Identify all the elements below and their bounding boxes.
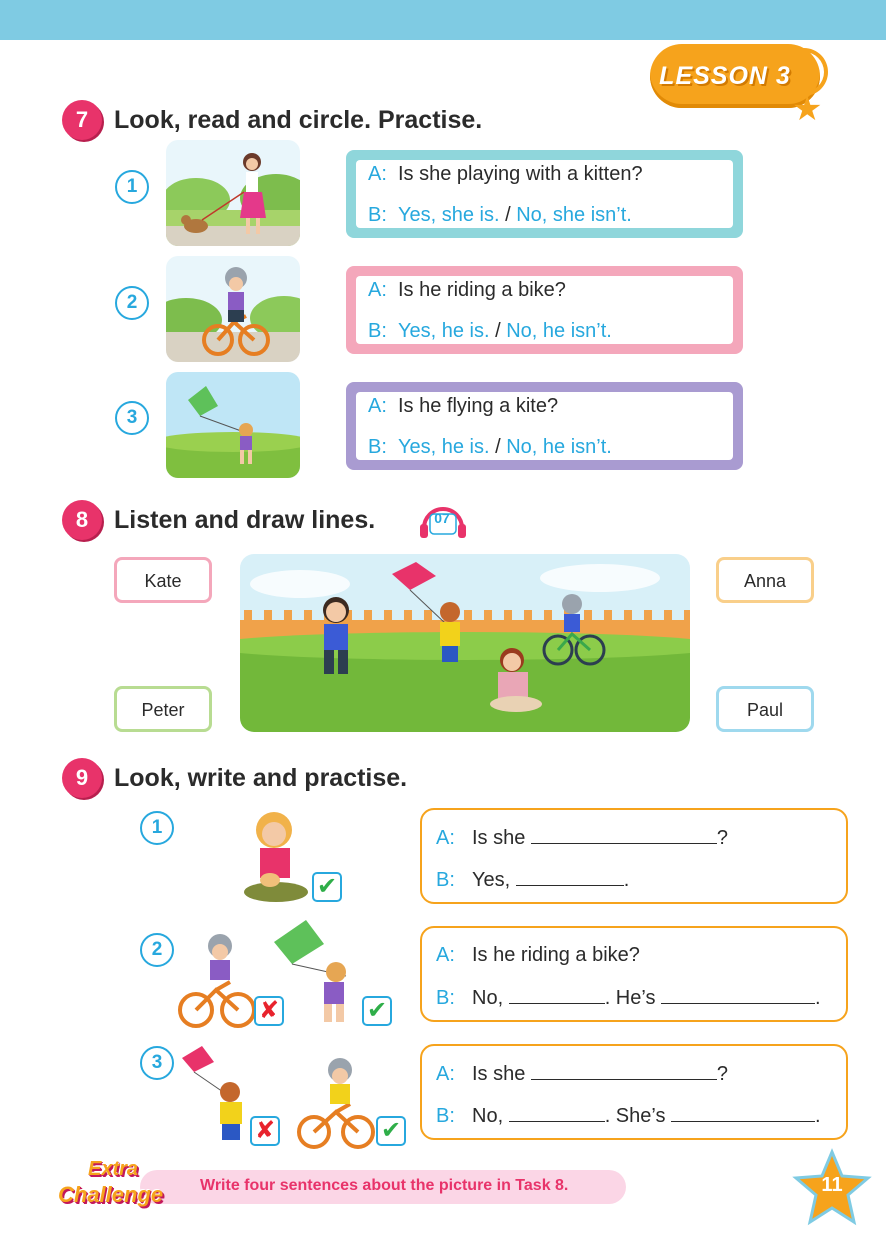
answer-end: . <box>623 869 630 891</box>
task-9-number: 9 <box>62 758 102 798</box>
park-scene-picture <box>240 554 690 732</box>
extra-logo-line2: Challenge <box>58 1182 164 1207</box>
answer-line <box>436 868 629 892</box>
item-number: 2 <box>115 286 149 320</box>
write-box <box>420 926 848 1022</box>
girl-with-kite-picture <box>178 1044 254 1148</box>
question-text: Is she <box>472 827 526 849</box>
task-7-number: 7 <box>62 100 102 140</box>
speaker-a-label: A: <box>368 395 387 417</box>
answer-yes-option[interactable]: Yes, he is. <box>398 320 490 342</box>
answer-blank[interactable] <box>661 986 815 1004</box>
answer-end: . <box>815 987 821 1009</box>
extra-challenge-logo <box>58 1158 190 1216</box>
item-number: 1 <box>140 811 174 845</box>
question-text: Is he riding a bike? <box>472 944 640 966</box>
speaker-b-label: B: <box>368 436 387 458</box>
girl-walking-dog-picture <box>166 140 300 246</box>
lesson-label: LESSON 3 <box>659 62 791 90</box>
answer-blank[interactable] <box>516 868 624 886</box>
speaker-b-label: B: <box>368 204 387 226</box>
speaker-a-label: A: <box>368 279 387 301</box>
answer-blank[interactable] <box>531 826 717 844</box>
question-line <box>368 395 558 418</box>
extra-challenge-text: Write four sentences about the picture in Task 8. <box>200 1177 569 1194</box>
answer-text: No, <box>472 987 504 1009</box>
answer-no-option[interactable]: No, he isn’t. <box>506 320 612 342</box>
name-box-paul[interactable]: Paul <box>716 686 814 732</box>
dialogue-box <box>346 382 743 470</box>
question-end: ? <box>716 827 729 849</box>
task-7-title: Look, read and circle. Practise. <box>114 106 483 134</box>
speaker-a-label: A: <box>436 1063 455 1085</box>
boy-riding-bike-picture <box>166 256 300 362</box>
top-band <box>0 0 886 40</box>
name-box-kate[interactable]: Kate <box>114 557 212 603</box>
slash: / <box>495 436 501 458</box>
answer-line <box>436 1104 821 1128</box>
question-line <box>436 1062 728 1086</box>
item-number: 3 <box>140 1046 174 1080</box>
answer-line <box>368 204 632 227</box>
answer-end: . <box>815 1105 821 1127</box>
slash: / <box>505 204 511 226</box>
item-number: 1 <box>115 170 149 204</box>
question-text: Is he riding a bike? <box>398 279 566 301</box>
check-mark-icon: ✔ <box>376 1116 406 1146</box>
question-end: ? <box>716 1063 729 1085</box>
question-text: Is he flying a kite? <box>398 395 559 417</box>
task-8-title: Listen and draw lines. <box>114 506 376 534</box>
speaker-a-label: A: <box>368 163 387 185</box>
question-text: Is she <box>472 1063 526 1085</box>
answer-text: Yes, <box>472 869 511 891</box>
cross-mark-icon: ✘ <box>250 1116 280 1146</box>
answer-no-option[interactable]: No, he isn’t. <box>506 436 612 458</box>
name-box-peter[interactable]: Peter <box>114 686 212 732</box>
task-8-number: 8 <box>62 500 102 540</box>
write-box <box>420 1044 848 1140</box>
page-number: 11 <box>821 1174 843 1196</box>
speaker-a-label: A: <box>436 944 455 966</box>
girl-with-kitten-picture <box>240 808 310 904</box>
boy-with-kite-picture <box>266 914 362 1030</box>
check-mark-icon: ✔ <box>312 872 342 902</box>
answer-mid: . He’s <box>604 987 656 1009</box>
speaker-b-label: B: <box>436 869 455 891</box>
answer-line <box>368 320 612 343</box>
question-line <box>436 826 728 850</box>
speaker-b-label: B: <box>436 987 455 1009</box>
speaker-b-label: B: <box>436 1105 455 1127</box>
dialogue-box <box>346 266 743 354</box>
answer-blank[interactable] <box>671 1104 815 1122</box>
task-9-title: Look, write and practise. <box>114 764 408 792</box>
girl-on-bike-picture <box>296 1056 380 1150</box>
answer-yes-option[interactable]: Yes, she is. <box>398 204 500 226</box>
answer-mid: . She’s <box>604 1105 666 1127</box>
boy-flying-kite-picture <box>166 372 300 478</box>
slash: / <box>495 320 501 342</box>
name-box-anna[interactable]: Anna <box>716 557 814 603</box>
answer-line <box>368 436 612 459</box>
star-icon: ★ <box>792 90 823 128</box>
question-line <box>368 163 643 186</box>
item-number: 3 <box>115 401 149 435</box>
check-mark-icon: ✔ <box>362 996 392 1026</box>
answer-blank[interactable] <box>531 1062 717 1080</box>
answer-line <box>436 986 821 1010</box>
answer-no-option[interactable]: No, she isn’t. <box>516 204 632 226</box>
lesson-badge-arc <box>802 48 828 96</box>
question-line <box>368 279 566 302</box>
answer-blank[interactable] <box>509 1104 605 1122</box>
boy-on-bike-picture <box>176 930 262 1030</box>
extra-logo-line1: Extra <box>88 1158 139 1180</box>
audio-track-number: 07 <box>434 510 450 526</box>
question-line <box>436 944 640 967</box>
answer-text: No, <box>472 1105 504 1127</box>
answer-blank[interactable] <box>509 986 605 1004</box>
item-number: 2 <box>140 933 174 967</box>
cross-mark-icon: ✘ <box>254 996 284 1026</box>
answer-yes-option[interactable]: Yes, he is. <box>398 436 490 458</box>
question-text: Is she playing with a kitten? <box>398 163 643 185</box>
speaker-b-label: B: <box>368 320 387 342</box>
write-box <box>420 808 848 904</box>
dialogue-box <box>346 150 743 238</box>
speaker-a-label: A: <box>436 827 455 849</box>
